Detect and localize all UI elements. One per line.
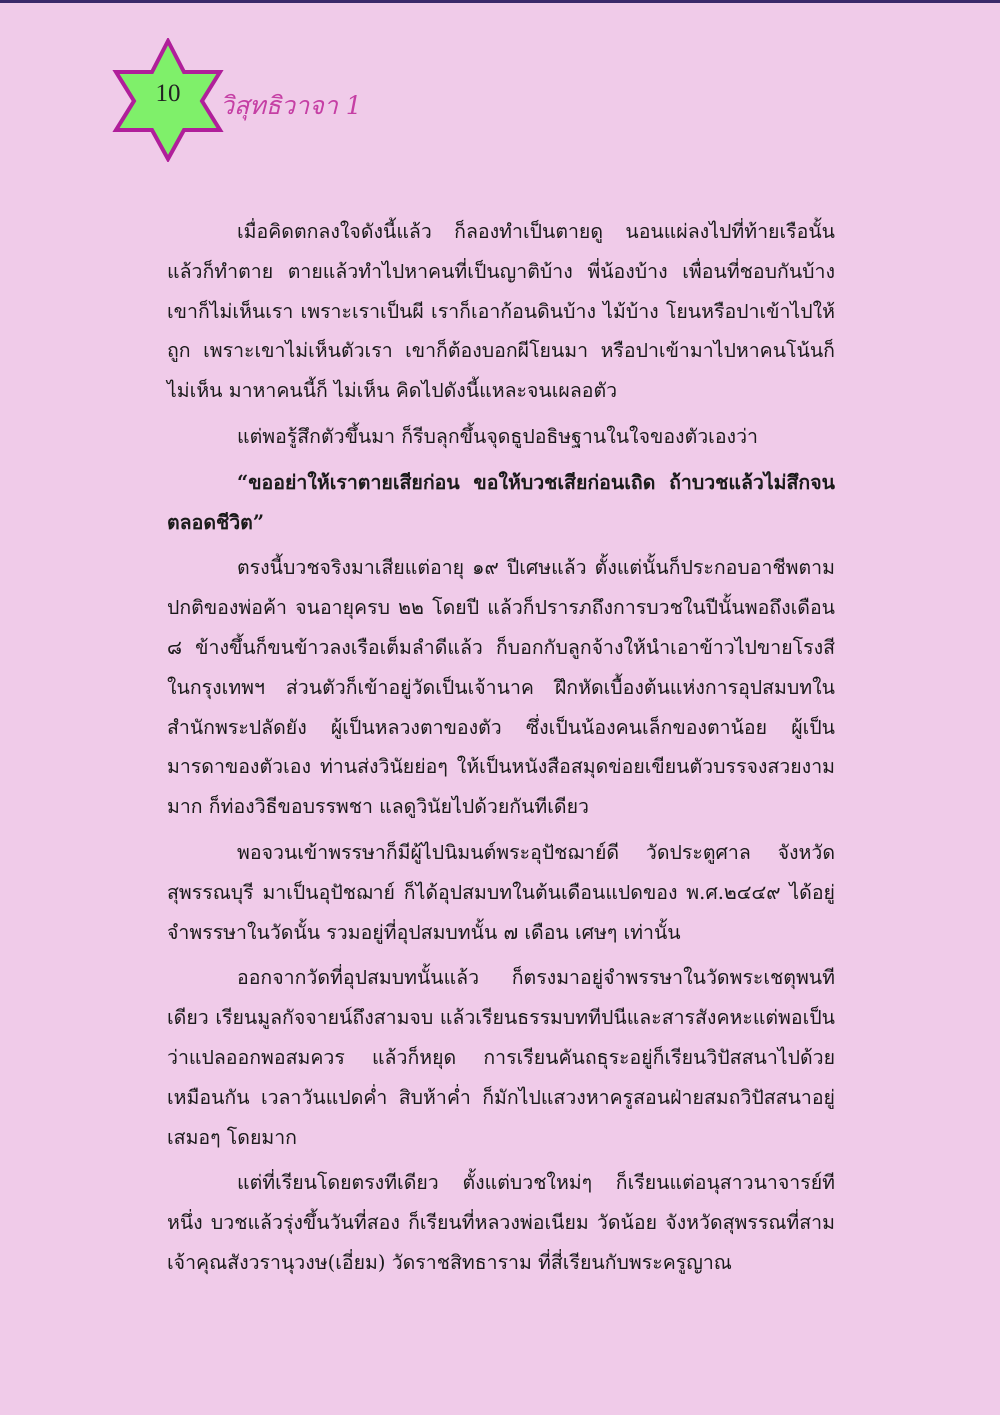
paragraph: แต่ที่เรียนโดยตรงทีเดียว ตั้งแต่บวชใหม่ๆ ก็เรียนแต่อนุสาวนาจารย์ทีหนึ่ง บวชแล้วรุ่งขึ้นวันที่สอง ก็เรียนที่หลวงพ่อเนียม วัดน้อย จังหวัดสุพรรณที่สามเจ้าคุณสังวรานุวงษ(เอี่ยม) วัดราชสิทธาราม ที่สี่เรียนกับพระครูญาณ [167,1171,835,1274]
paragraph: แต่พอรู้สึกตัวขึ้นมา ก็รีบลุกขึ้นจุดธูปอธิษฐานในใจของตัวเองว่า [237,424,758,448]
paragraph: ออกจากวัดที่อุปสมบทนั้นแล้ว ก็ตรงมาอยู่จำพรรษาในวัดพระเชตุพนทีเดียว เรียนมูลกัจจายน์ถึงสามจบ แล้วเรียนธรรมบททีปนีและสารสังคหะแต่พอเป็นว่าแปลออกพอสมควร แล้วก็หยุด การเรียนคันถธุระอยู่ก็เรียนวิปัสสนาไปด้วยเหมือนกัน เวลาวันแปดค่ำ สิบห้าค่ำ ก็มักไปแสวงหาครูสอนฝ่ายสมถวิปัสสนาอยู่เสมอๆ โดยมาก [167,966,835,1149]
vow-quote: “ขออย่าให้เราตายเสียก่อน ขอให้บวชเสียก่อนเถิด ถ้าบวชแล้วไม่สึกจนตลอดชีวิต” [167,470,835,534]
top-border [0,0,1000,3]
page-number: 10 [155,80,181,107]
page-header [112,38,512,162]
paragraph: เมื่อคิดตกลงใจดังนี้แล้ว ก็ลองทำเป็นตายดู นอนแผ่ลงไปที่ท้ายเรือนั้น แล้วก็ทำตาย ตายแล้วทำไปหาคนที่เป็นญาติบ้าง พี่น้องบ้าง เพื่อนที่ชอบกันบ้าง เขาก็ไม่เห็นเรา เพราะเราเป็นผี เราก็เอาก้อนดินบ้าง ไม้บ้าง โยนหรือปาเข้าไปให้ถูก เพราะเขาไม่เห็นตัวเรา เขาก็ต้องบอกผีโยนมา หรือปาเข้ามาไปหาคนโน้นก็ไม่เห็น มาหาคนนี้ก็ ไม่เห็น คิดไปดังนี้แหละจนเผลอตัว [167,220,835,403]
paragraph: ตรงนี้บวชจริงมาเสียแต่อายุ ๑๙ ปีเศษแล้ว ตั้งแต่นั้นก็ประกอบอาชีพตามปกติของพ่อค้า จนอายุครบ ๒๒ โดยปี แล้วก็ปรารภถึงการบวชในปีนั้นพอถึงเดือน ๘ ข้างขึ้นก็ขนข้าวลงเรือเต็มลำดีแล้ว ก็บอกกับลูกจ้างให้นำเอาข้าวไปขายโรงสีในกรุงเทพฯ ส่วนตัวก็เข้าอยู่วัดเป็นเจ้านาค ฝึกหัดเบื้องต้นแห่งการอุปสมบทในสำนักพระปลัดยัง ผู้เป็นหลวงตาของตัว ซึ่งเป็นน้องคนเล็กของตาน้อย ผู้เป็นมารดาของตัวเอง ท่านส่งวินัยย่อๆ ให้เป็นหนังสือสมุดข่อยเขียนตัวบรรจงสวยงามมาก ก็ท่องวิธีขอบรรพชา แลดูวินัยไปด้วยกันทีเดียว [167,556,835,819]
body-text [167,212,835,1289]
book-title: วิสุทธิวาจา 1 [220,91,362,120]
paragraph: พอจวนเข้าพรรษาก็มีผู้ไปนิมนต์พระอุปัชฌาย์ดี วัดประตูศาล จังหวัดสุพรรณบุรี มาเป็นอุปัชฌาย์ ก็ได้อุปสมบทในต้นเดือนแปดของ พ.ศ.๒๔๔๙ ได้อยู่จำพรรษาในวัดนั้น รวมอยู่ที่อุปสมบทนั้น ๗ เดือน เศษๆ เท่านั้น [167,840,835,944]
